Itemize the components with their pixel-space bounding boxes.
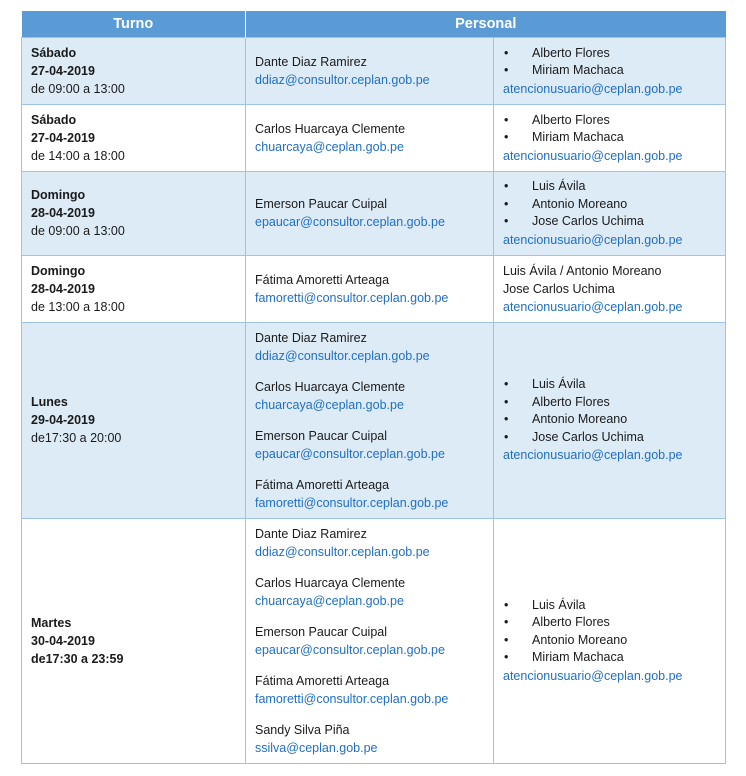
- turno-date: 27-04-2019: [31, 131, 95, 145]
- personal-cell: [246, 105, 494, 172]
- person-name: Emerson Paucar Cuipal: [255, 428, 388, 443]
- person-entry: [255, 574, 485, 610]
- header-turno: Turno: [22, 11, 246, 38]
- support-list-item: • Antonio Moreano: [503, 196, 717, 214]
- support-list-item: • Miriam Machaca: [503, 129, 717, 147]
- turno-day: Sábado: [31, 113, 77, 127]
- turno-day: Sábado: [31, 46, 77, 60]
- person-email-link[interactable]: chuarcaya@ceplan.gob.pe: [255, 397, 404, 412]
- support-list-item: • Luis Ávila: [503, 597, 717, 615]
- table-row: [22, 322, 726, 518]
- support-list-item: • Jose Carlos Uchima: [503, 213, 717, 231]
- support-cell: [494, 518, 726, 763]
- person-name: Emerson Paucar Cuipal: [255, 624, 388, 639]
- support-cell: [494, 322, 726, 518]
- person-name: Carlos Huarcaya Clemente: [255, 379, 406, 394]
- person-email-link[interactable]: famoretti@consultor.ceplan.gob.pe: [255, 691, 449, 706]
- turno-time: de 09:00 a 13:00: [31, 224, 125, 239]
- person-email-link[interactable]: epaucar@consultor.ceplan.gob.pe: [255, 215, 445, 230]
- person-name: Carlos Huarcaya Clemente: [255, 122, 406, 136]
- support-email-link[interactable]: atencionusuario@ceplan.gob.pe: [503, 232, 683, 247]
- support-email-link[interactable]: atencionusuario@ceplan.gob.pe: [503, 81, 683, 96]
- person-entry: [255, 525, 485, 561]
- person-name: Carlos Huarcaya Clemente: [255, 575, 406, 590]
- person-entry: [255, 329, 485, 365]
- support-list-item: • Miriam Machaca: [503, 649, 717, 667]
- person-email-link[interactable]: ddiaz@consultor.ceplan.gob.pe: [255, 73, 430, 87]
- turno-time: de 13:00 a 18:00: [31, 299, 125, 314]
- turno-cell: [22, 172, 246, 256]
- person-email-link[interactable]: ddiaz@consultor.ceplan.gob.pe: [255, 348, 430, 363]
- table-row: [22, 38, 726, 105]
- support-email-link[interactable]: atencionusuario@ceplan.gob.pe: [503, 148, 683, 163]
- support-list-item: • Luis Ávila: [503, 376, 717, 394]
- turno-day: Lunes: [31, 395, 68, 409]
- support-email-link[interactable]: atencionusuario@ceplan.gob.pe: [503, 299, 683, 314]
- table-row: [22, 172, 726, 256]
- personal-cell: [246, 255, 494, 322]
- turno-date: 30-04-2019: [31, 633, 95, 648]
- support-cell: [494, 105, 726, 172]
- turno-date: 28-04-2019: [31, 281, 95, 296]
- turno-day: Domingo: [31, 188, 86, 203]
- person-email-link[interactable]: ddiaz@consultor.ceplan.gob.pe: [255, 544, 430, 559]
- personal-cell: [246, 38, 494, 105]
- person-name: Fátima Amoretti Arteaga: [255, 673, 390, 688]
- support-cell: [494, 38, 726, 105]
- person-email-link[interactable]: epaucar@consultor.ceplan.gob.pe: [255, 446, 445, 461]
- turno-date: 29-04-2019: [31, 413, 95, 427]
- person-email-link[interactable]: famoretti@consultor.ceplan.gob.pe: [255, 495, 449, 510]
- support-list: [503, 112, 717, 147]
- table-row: [22, 255, 726, 322]
- turno-cell: [22, 518, 246, 763]
- turno-date: 28-04-2019: [31, 206, 95, 221]
- person-email-link[interactable]: chuarcaya@ceplan.gob.pe: [255, 593, 404, 608]
- person-entry: [255, 195, 485, 231]
- header-row: [22, 11, 726, 38]
- person-entry: [255, 427, 485, 463]
- person-name: Dante Diaz Ramirez: [255, 526, 367, 541]
- personal-cell: [246, 172, 494, 256]
- support-list: [503, 45, 717, 80]
- person-name: Fátima Amoretti Arteaga: [255, 272, 390, 287]
- table-row: [22, 105, 726, 172]
- personal-cell: [246, 518, 494, 763]
- person-name: Emerson Paucar Cuipal: [255, 197, 388, 212]
- turno-day: Martes: [31, 615, 72, 630]
- person-name: Dante Diaz Ramirez: [255, 55, 367, 69]
- support-list-item: • Alberto Flores: [503, 112, 717, 130]
- support-list-item: • Alberto Flores: [503, 394, 717, 412]
- turno-cell: [22, 322, 246, 518]
- person-name: Dante Diaz Ramirez: [255, 330, 367, 345]
- support-list-item: • Miriam Machaca: [503, 62, 717, 80]
- person-entry: [255, 721, 485, 757]
- person-entry: [255, 672, 485, 708]
- support-cell: [494, 172, 726, 256]
- support-cell: [494, 255, 726, 322]
- support-email-link[interactable]: atencionusuario@ceplan.gob.pe: [503, 448, 683, 462]
- person-entry: [255, 271, 485, 307]
- support-list-item: • Jose Carlos Uchima: [503, 429, 717, 447]
- support-list-item: • Luis Ávila: [503, 178, 717, 196]
- support-list: [503, 376, 717, 446]
- person-name: Sandy Silva Piña: [255, 722, 350, 737]
- turno-time: de17:30 a 20:00: [31, 431, 122, 445]
- support-line: Jose Carlos Uchima: [503, 281, 615, 296]
- person-email-link[interactable]: ssilva@ceplan.gob.pe: [255, 740, 378, 755]
- turno-day: Domingo: [31, 263, 86, 278]
- person-entry: [255, 120, 485, 156]
- support-list-item: • Alberto Flores: [503, 614, 717, 632]
- support-list-item: • Antonio Moreano: [503, 411, 717, 429]
- turno-cell: [22, 38, 246, 105]
- person-entry: [255, 53, 485, 89]
- turno-time: de 14:00 a 18:00: [31, 149, 125, 163]
- turno-time: de17:30 a 23:59: [31, 651, 124, 666]
- support-list-item: • Alberto Flores: [503, 45, 717, 63]
- support-list-item: • Antonio Moreano: [503, 632, 717, 650]
- person-entry: [255, 378, 485, 414]
- support-list: [503, 178, 717, 231]
- turno-date: 27-04-2019: [31, 64, 95, 78]
- person-email-link[interactable]: famoretti@consultor.ceplan.gob.pe: [255, 290, 449, 305]
- support-line: Luis Ávila / Antonio Moreano: [503, 263, 662, 278]
- personal-cell: [246, 322, 494, 518]
- turno-time: de 09:00 a 13:00: [31, 82, 125, 96]
- turno-cell: [22, 255, 246, 322]
- person-entry: [255, 623, 485, 659]
- header-personal: Personal: [246, 11, 726, 38]
- support-email-link[interactable]: atencionusuario@ceplan.gob.pe: [503, 668, 683, 683]
- person-email-link[interactable]: epaucar@consultor.ceplan.gob.pe: [255, 642, 445, 657]
- schedule-table: [21, 11, 726, 764]
- person-name: Fátima Amoretti Arteaga: [255, 477, 390, 492]
- person-entry: [255, 476, 485, 512]
- turno-cell: [22, 105, 246, 172]
- table-row: [22, 518, 726, 763]
- support-list: [503, 597, 717, 667]
- person-email-link[interactable]: chuarcaya@ceplan.gob.pe: [255, 140, 404, 154]
